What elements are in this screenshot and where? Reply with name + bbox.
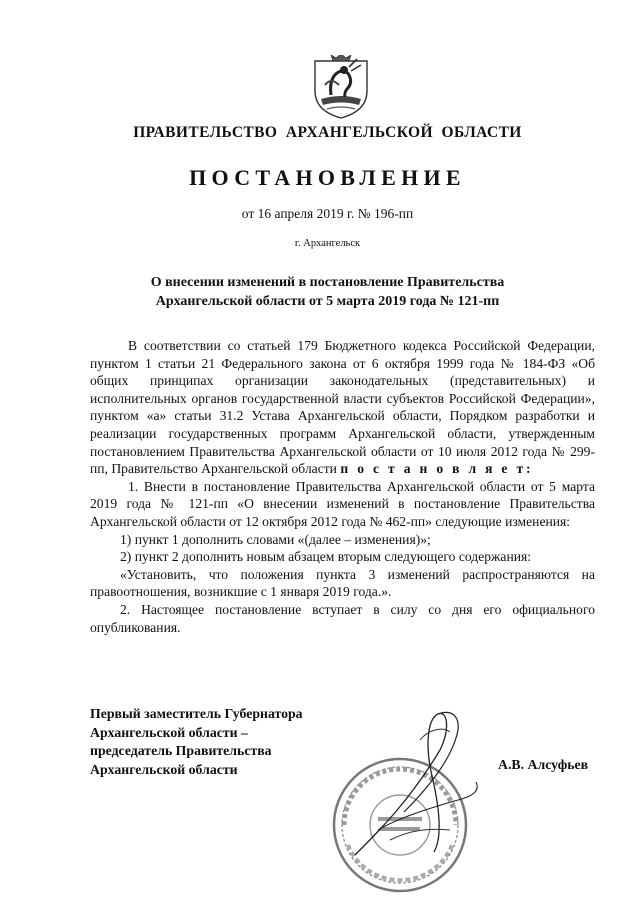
signatory-name: А.В. Алсуфьев — [498, 757, 589, 772]
decree-word: п о с т а н о в л я е т: — [340, 461, 534, 477]
clause-1-item-2: 2) пункт 2 дополнить новым абзацем вторым следующего содержания: — [120, 549, 532, 565]
position-line-4: Архангельской области — [90, 761, 238, 777]
clause-2-paragraph: 2. Настоящее постановление вступает в силу со дня его официального опубликования. — [90, 601, 595, 635]
signatory-position — [90, 705, 303, 779]
date-and-number: от 16 апреля 2019 г. № 196-пп — [241, 206, 414, 221]
place-of-issue: г. Архангельск — [294, 238, 361, 249]
preamble-text: В соответствии со статьей 179 Бюджетного кодекса Российской Федерации, пунктом 1 статьи 21 Федерального закона от 6 октября 1999 года № 184-ФЗ «Об общих принципах организации законодательных (представительных) и исполнительных органов государственной власти субъектов Российской Федерации», пунктом «а» статьи 31.2 Устава Архангельской области, Порядком разработки и реализации государственных программ Архангельской области, утвержденным постановлением Правительства Архангельской области от 10 июля 2012 года № 299-пп, Правительство Архангельской области — [90, 338, 595, 477]
position-line-1: Первый заместитель Губернатора — [90, 706, 303, 721]
document-type-title: ПОСТАНОВЛЕНИЕ — [189, 165, 466, 190]
position-line-2: Архангельской области – — [90, 724, 248, 740]
clause-1-paragraph: 1. Внести в постановление Правительства Архангельской области от 5 марта 2019 года № 121-пп «О внесении изменений в постановление Правительства Архангельской области от 12 октября 2012 года № 462-пп» следующие изменения: — [90, 478, 595, 529]
document-body — [90, 337, 595, 636]
arkhangelsk-coat-of-arms-icon — [311, 55, 371, 120]
handwritten-signature-icon — [300, 680, 500, 880]
subject-line-1: О внесении изменений в постановление Правительства — [150, 275, 505, 290]
subject-line-2: Архангельской области от 5 марта 2019 года № 121-пп — [155, 294, 500, 309]
preamble-paragraph — [90, 337, 595, 478]
government-name: ПРАВИТЕЛЬСТВО АРХАНГЕЛЬСКОЙ ОБЛАСТИ — [133, 124, 522, 141]
document-subject — [60, 273, 595, 311]
position-line-3: председатель Правительства — [90, 743, 272, 758]
clause-1-quote: «Установить, что положения пункта 3 изменений распространяются на правоотношения, возникшие с 1 января 2019 года.». — [90, 566, 595, 600]
clause-1-item-1: 1) пункт 1 дополнить словами «(далее – изменения)»; — [120, 531, 431, 547]
